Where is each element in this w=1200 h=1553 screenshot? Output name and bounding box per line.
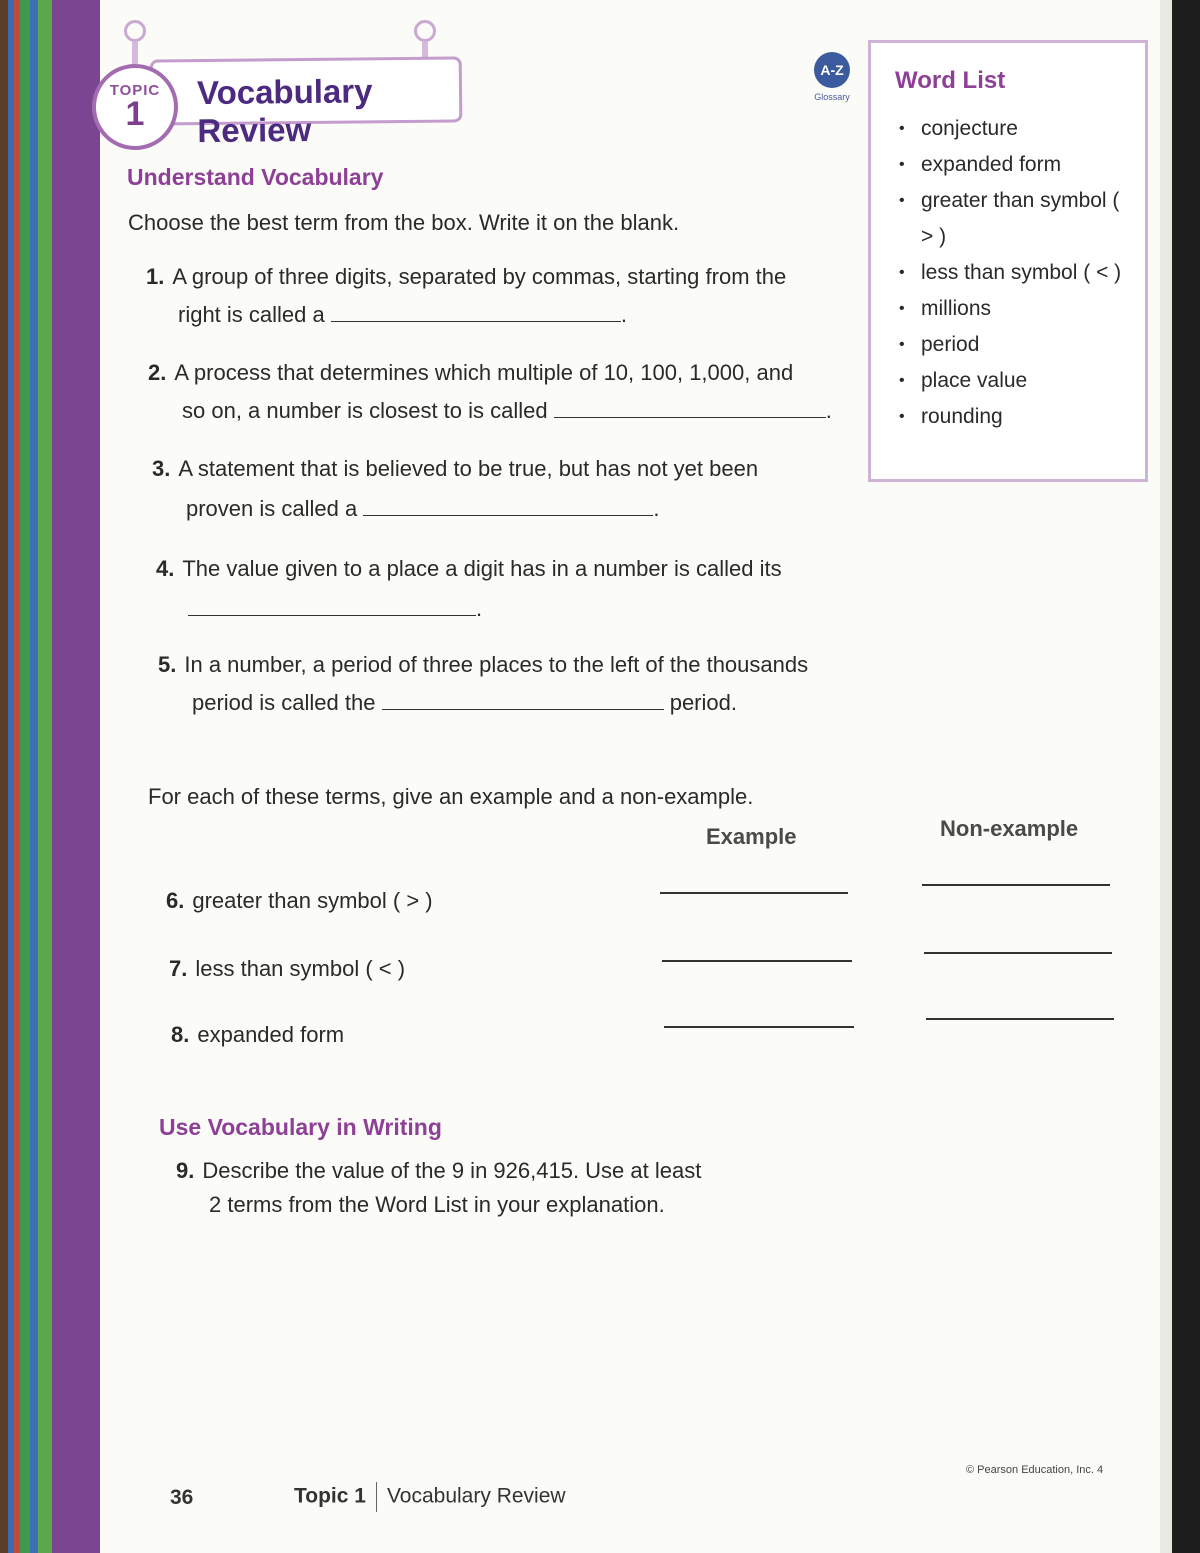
- question-term: expanded form: [197, 1022, 345, 1047]
- word-list-item: • millions: [899, 291, 1131, 327]
- section-heading-writing: Use Vocabulary in Writing: [159, 1114, 442, 1140]
- word-list-box: [868, 40, 1148, 482]
- question-number: 1.: [146, 264, 165, 289]
- footer-section: Vocabulary Review: [386, 1484, 566, 1508]
- question-text: In a number, a period of three places to the left of the thousands: [184, 652, 809, 677]
- footer-topic: [294, 1482, 566, 1512]
- page-right-edge: [1160, 0, 1172, 1553]
- question-number: 6.: [166, 888, 185, 913]
- answer-blank-4[interactable]: [188, 614, 476, 616]
- word-list-item: • less than symbol ( < ): [899, 255, 1131, 291]
- hanger-left-icon: [124, 20, 146, 64]
- question-5: [158, 652, 808, 678]
- nonexample-blank-7[interactable]: [924, 952, 1112, 954]
- question-5-line2: [192, 690, 737, 716]
- question-number: 2.: [148, 360, 167, 385]
- question-6: [166, 888, 433, 914]
- word-list-item: • expanded form: [899, 147, 1131, 183]
- answer-blank-1[interactable]: [331, 320, 621, 322]
- word-list-item: • period: [899, 327, 1131, 363]
- question-9-line2: 2 terms from the Word List in your explanation.: [209, 1192, 665, 1217]
- question-text: proven is called a: [186, 496, 358, 521]
- question-number: 7.: [169, 956, 188, 981]
- word-list-item: • place value: [899, 363, 1131, 399]
- footer-topic-label: Topic 1: [294, 1484, 366, 1508]
- page-edges: [0, 0, 110, 1553]
- question-2-line2: so on, a number is closest to is called .: [182, 398, 832, 423]
- question-text: A group of three digits, separated by commas, starting from the: [172, 264, 787, 289]
- nonexample-blank-6[interactable]: [922, 884, 1110, 886]
- question-3: [152, 456, 758, 482]
- example-blank-8[interactable]: [664, 1026, 854, 1028]
- question-number: 8.: [171, 1022, 190, 1047]
- question-number: 9.: [176, 1158, 195, 1183]
- topic-number: 1: [125, 95, 145, 133]
- title-box: [150, 56, 463, 150]
- page-number: 36: [170, 1486, 194, 1509]
- question-text: period is called the: [192, 690, 376, 715]
- glossary-link[interactable]: [812, 52, 852, 102]
- question-text: A statement that is believed to be true, but has not yet been: [178, 456, 759, 481]
- word-list: [899, 111, 1131, 435]
- question-term: less than symbol ( < ): [195, 956, 406, 981]
- question-number: 5.: [158, 652, 177, 677]
- glossary-label: Glossary: [814, 92, 850, 102]
- instruction-example-text: For each of these terms, give an example and a non-example.: [148, 784, 754, 809]
- nonexample-blank-8[interactable]: [926, 1018, 1114, 1020]
- question-4-line2: .: [188, 596, 482, 622]
- word-list-title: Word List: [895, 67, 1006, 94]
- question-3-line2: proven is called a .: [186, 496, 660, 521]
- column-header-nonexample: Non-example: [940, 816, 1079, 841]
- section-heading-understand: Understand Vocabulary: [127, 164, 384, 190]
- instruction-text: Choose the best term from the box. Write it on the blank.: [128, 210, 680, 235]
- column-header-example: Example: [706, 824, 797, 849]
- question-8: [171, 1022, 344, 1048]
- topic-badge: [92, 64, 178, 150]
- question-text: Describe the value of the 9 in 926,415. Use at least: [202, 1158, 702, 1183]
- word-list-item: • conjecture: [899, 111, 1131, 147]
- question-text: period.: [669, 690, 737, 715]
- question-text: so on, a number is closest to is called: [182, 398, 548, 423]
- topic-label: TOPIC: [109, 82, 161, 99]
- question-text: right is called a: [178, 302, 325, 327]
- question-7: [169, 956, 405, 982]
- question-number: 3.: [152, 456, 171, 481]
- page-title: Vocabulary Review: [196, 72, 373, 150]
- answer-blank-2[interactable]: [554, 416, 826, 418]
- example-blank-6[interactable]: [660, 892, 848, 894]
- glossary-icon: A-Z: [814, 52, 850, 88]
- question-1-line2: right is called a .: [178, 302, 627, 327]
- question-term: greater than symbol ( > ): [192, 888, 433, 913]
- question-9: [176, 1158, 701, 1184]
- footer-divider: [376, 1482, 377, 1512]
- word-list-item: • greater than symbol ( > ): [899, 183, 1131, 255]
- answer-blank-3[interactable]: [363, 514, 653, 516]
- question-text: A process that determines which multiple of 10, 100, 1,000, and: [174, 360, 794, 385]
- question-2: [148, 360, 793, 386]
- question-4: [156, 556, 782, 582]
- copyright-notice: © Pearson Education, Inc. 4: [966, 1464, 1104, 1476]
- word-list-item: • rounding: [899, 399, 1131, 435]
- question-number: 4.: [156, 556, 175, 581]
- answer-blank-5[interactable]: [382, 708, 664, 710]
- question-text: The value given to a place a digit has in a number is called its: [182, 556, 782, 581]
- question-1: [146, 264, 786, 290]
- example-blank-7[interactable]: [662, 960, 852, 962]
